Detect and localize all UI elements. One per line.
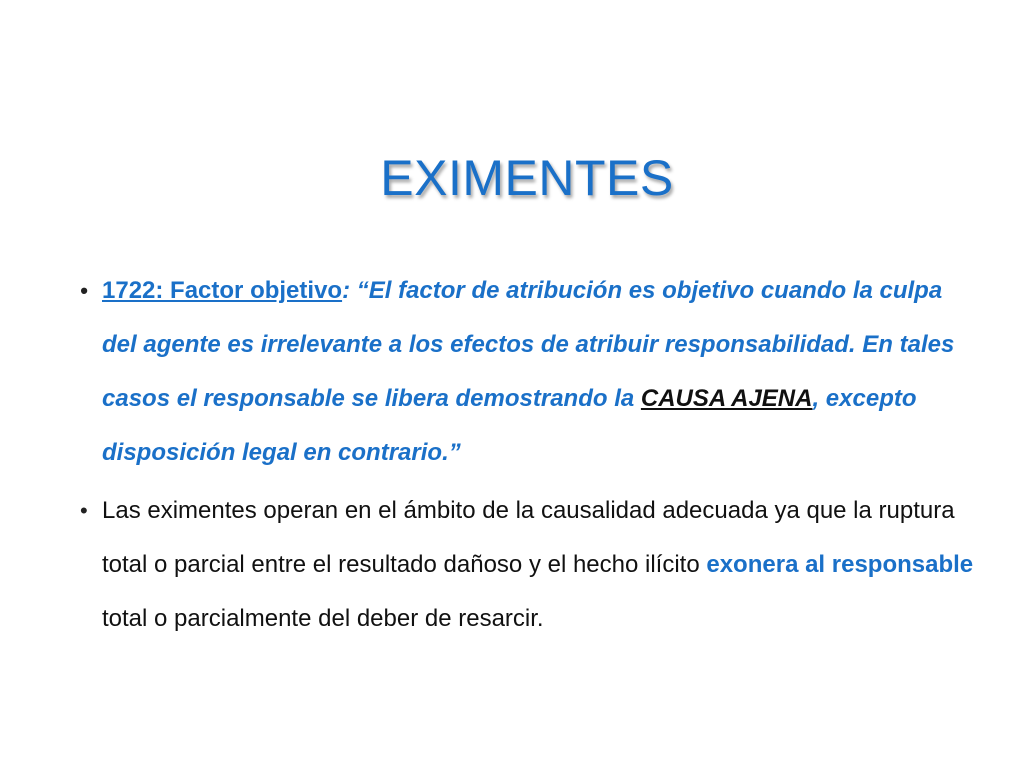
article-heading: 1722: Factor objetivo — [102, 277, 343, 304]
quote-text-part1: “El factor de atribución es objetivo cuando la culpa del agente es irrelevante a los efectos de atribuir responsabilidad. En tales casos el responsable se libera demostrando la — [102, 277, 955, 412]
quote-text-part2: , excepto disposición legal en contrario.” — [102, 385, 917, 466]
bullet-item-factor-objetivo — [78, 264, 983, 480]
eximentes-text-part1: Las eximentes operan en el ámbito de la causalidad adecuada ya que la ruptura total o parcial entre el resultado dañoso y el hecho ilícito — [102, 497, 955, 578]
causa-ajena-term: CAUSA AJENA — [640, 385, 813, 412]
bullet-dot-icon: • — [80, 278, 88, 303]
bullet-list — [78, 264, 983, 646]
eximentes-text-part2: total o parcialmente del deber de resarcir. — [102, 605, 544, 632]
exonera-highlight: exonera al responsable — [706, 551, 974, 578]
bullet-dot-icon: • — [80, 498, 88, 523]
slide-title: EXIMENTES — [380, 150, 674, 206]
bullet-item-eximentes — [78, 484, 983, 646]
heading-colon: : — [342, 277, 351, 304]
